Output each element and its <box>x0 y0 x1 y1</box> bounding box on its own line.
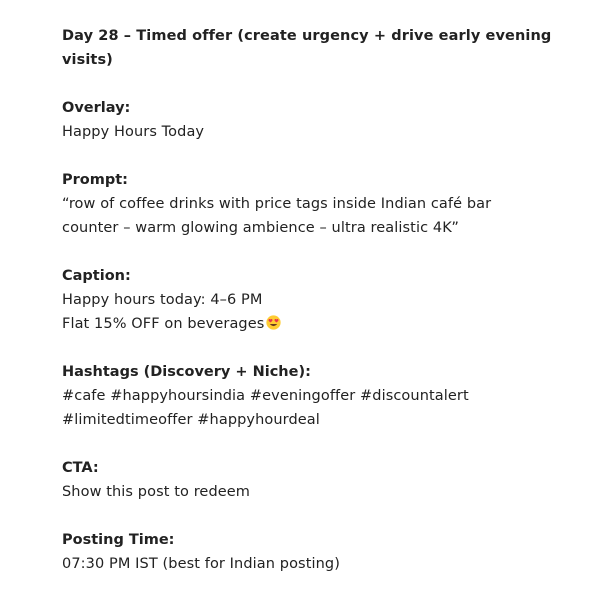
posting-time-section <box>62 528 562 576</box>
hashtags-heading: Hashtags (Discovery + Niche): <box>62 364 311 380</box>
caption-line-with-emoji <box>62 312 562 336</box>
overlay-section <box>62 96 562 144</box>
prompt-line: “row of coffee drinks with price tags inside Indian café bar <box>62 196 492 212</box>
posting-time-heading: Posting Time: <box>62 532 175 548</box>
prompt-line: counter – warm glowing ambience – ultra realistic 4K” <box>62 220 459 236</box>
caption-heading: Caption: <box>62 268 131 284</box>
overlay-heading: Overlay: <box>62 100 131 116</box>
document-title: Day 28 – Timed offer (create urgency + drive early evening visits) <box>62 28 552 68</box>
prompt-section <box>62 168 562 240</box>
caption-line: Happy hours today: 4–6 PM <box>62 292 263 308</box>
heart-eyes-emoji-icon <box>266 314 281 329</box>
hashtags-section <box>62 360 562 432</box>
document-body <box>62 24 562 576</box>
cta-text: Show this post to redeem <box>62 484 251 500</box>
hashtags-line: #cafe #happyhoursindia #eveningoffer #discountalert <box>62 388 469 404</box>
posting-time-text: 07:30 PM IST (best for Indian posting) <box>62 556 340 572</box>
cta-heading: CTA: <box>62 460 99 476</box>
hashtags-line: #limitedtimeoffer #happyhourdeal <box>62 412 320 428</box>
caption-line: Flat 15% OFF on beverages <box>62 316 265 332</box>
overlay-text: Happy Hours Today <box>62 124 205 140</box>
cta-section <box>62 456 562 504</box>
caption-section <box>62 264 562 336</box>
prompt-heading: Prompt: <box>62 172 128 188</box>
